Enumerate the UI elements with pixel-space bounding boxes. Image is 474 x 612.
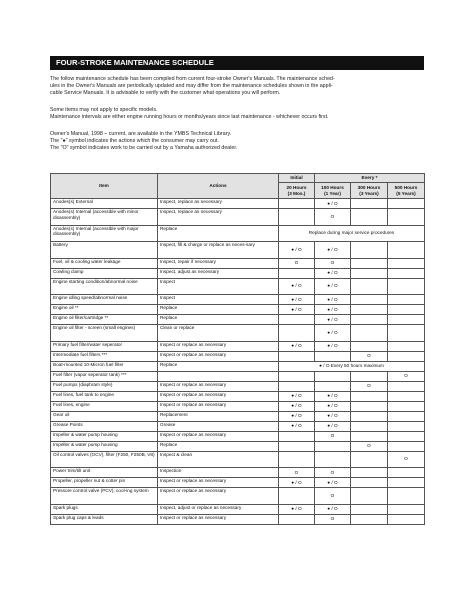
action-cell: Inspect or replace as necessary [158, 478, 279, 488]
header-100-hours: 100 Hours (1 Year) [315, 183, 351, 199]
interval-300-cell [351, 411, 388, 421]
item-cell: Engine oil ** [51, 305, 158, 315]
interval-initial-cell [279, 514, 315, 524]
item-cell: Power trim/tilt unit [51, 468, 158, 478]
notes-line: Some items may not apply to specific models. [50, 107, 158, 113]
schedule-body [51, 199, 425, 525]
item-cell: Engine starting condition/abnormal noise [51, 278, 158, 295]
interval-300-cell: O [351, 381, 388, 391]
interval-500-cell: O [388, 371, 425, 381]
interval-100-cell: O [315, 468, 351, 478]
interval-initial-cell: ● / O [279, 391, 315, 401]
item-cell: Impeller & water pump housing [51, 441, 158, 451]
interval-100-cell: O [315, 258, 351, 268]
table-row [51, 361, 425, 371]
action-cell: Inspect, replace as necessary [158, 209, 279, 226]
interval-500-cell [388, 315, 425, 325]
legend-line: Owner's Manual, 1998 – current, are available in the YMBS Technical Library. [50, 131, 232, 137]
interval-100-cell [315, 451, 351, 468]
interval-100-cell: ● / O [315, 295, 351, 305]
item-cell: Boat-mounted 10-Micron fuel filter [51, 361, 158, 371]
interval-100-cell: ● / O [315, 341, 351, 351]
table-row [51, 514, 425, 524]
interval-300-cell [351, 209, 388, 226]
interval-100-cell: ● / O [315, 305, 351, 315]
interval-300-cell [351, 421, 388, 431]
item-cell: Propeller, propeller nut & cotter pin [51, 478, 158, 488]
interval-500-cell [388, 478, 425, 488]
interval-initial-cell [279, 381, 315, 391]
interval-100-cell: O [315, 488, 351, 505]
action-cell: Inspect, fill & charge or replace as neces-sary [158, 242, 279, 259]
table-row [51, 242, 425, 259]
interval-initial-cell: ● / O [279, 295, 315, 305]
table-row [51, 371, 425, 381]
interval-initial-cell [279, 351, 315, 361]
interval-500-cell [388, 325, 425, 342]
interval-initial-cell [279, 325, 315, 342]
interval-100-cell: ● / O [315, 421, 351, 431]
table-row [51, 421, 425, 431]
item-cell: Gear oil [51, 411, 158, 421]
table-row [51, 381, 425, 391]
interval-300-cell [351, 315, 388, 325]
interval-300-cell [351, 325, 388, 342]
interval-300-cell [351, 278, 388, 295]
interval-initial-cell: ● / O [279, 421, 315, 431]
interval-initial-cell: O [279, 468, 315, 478]
header-every: Every * [315, 174, 425, 183]
interval-100-cell [315, 381, 351, 391]
interval-100-cell: ● / O [315, 315, 351, 325]
action-cell: Inspect, replace as necessary [158, 199, 279, 209]
interval-500-cell [388, 305, 425, 315]
action-cell: Inspect, repair if necessary [158, 258, 279, 268]
intro-line: The follow maintenance schedule has been compiled from current four-stroke Owner's Manuals. The maintenance sched- [50, 76, 335, 82]
table-row [51, 209, 425, 226]
interval-300-cell [351, 478, 388, 488]
interval-300-cell [351, 305, 388, 315]
table-row [51, 478, 425, 488]
item-cell: Spark plug caps & leads [51, 514, 158, 524]
table-row [51, 278, 425, 295]
table-row [51, 199, 425, 209]
interval-100-cell [315, 371, 351, 381]
interval-500-cell [388, 421, 425, 431]
table-row [51, 411, 425, 421]
interval-500-cell [388, 258, 425, 268]
item-cell: Cowling clamp [51, 268, 158, 278]
interval-500-cell [388, 401, 425, 411]
interval-500-cell [388, 381, 425, 391]
interval-300-cell [351, 295, 388, 305]
interval-100-cell: O [315, 514, 351, 524]
item-cell: Anodes(s) Internal (accessible with major disassembly) [51, 225, 158, 242]
header-20-hours: 20 Hours (3 Mos.) [279, 183, 315, 199]
interval-300-cell [351, 371, 388, 381]
interval-500-cell [388, 209, 425, 226]
item-cell: Fuel lines, engine [51, 401, 158, 411]
interval-100-cell [315, 441, 351, 451]
intro-paragraph [50, 76, 424, 97]
interval-100-cell: ● / O [315, 278, 351, 295]
action-cell: Inspect [158, 295, 279, 305]
action-cell: Inspect or replace as necessary [158, 488, 279, 505]
interval-500-cell [388, 411, 425, 421]
item-cell: Spark plugs [51, 504, 158, 514]
header-500-hours: 500 Hours (5 Years) [388, 183, 425, 199]
interval-100-cell: ● / O [315, 268, 351, 278]
item-cell: Pressure control valve (PCV), cool-ing system [51, 488, 158, 505]
interval-300-cell [351, 268, 388, 278]
action-cell: Replace [158, 225, 279, 242]
interval-span-cell: ● / O Every 50 hours maximum [279, 361, 425, 371]
action-cell: Clean or replace [158, 325, 279, 342]
interval-300-cell [351, 431, 388, 441]
interval-500-cell [388, 351, 425, 361]
table-row [51, 451, 425, 468]
header-300-hours: 300 Hours (3 Years) [351, 183, 388, 199]
interval-initial-cell [279, 371, 315, 381]
legend-line: The "O" symbol indicates work to be carried out by a Yamaha authorized dealer. [50, 145, 238, 151]
table-row [51, 258, 425, 268]
action-cell: Replace [158, 305, 279, 315]
interval-100-cell: ● / O [315, 199, 351, 209]
interval-300-cell [351, 488, 388, 505]
interval-span-cell: Replace during major service procedures [279, 225, 425, 242]
interval-300-cell [351, 468, 388, 478]
interval-initial-cell [279, 199, 315, 209]
table-row [51, 441, 425, 451]
item-cell: Engine oil filter/cartridge ** [51, 315, 158, 325]
interval-300-cell [351, 199, 388, 209]
table-row [51, 268, 425, 278]
table-row [51, 401, 425, 411]
interval-500-cell [388, 295, 425, 305]
action-cell: Inspect or replace as necessary [158, 401, 279, 411]
item-cell: Engine oil filter - screen (small engines) [51, 325, 158, 342]
interval-300-cell: O [351, 441, 388, 451]
interval-500-cell [388, 468, 425, 478]
section-title: FOUR-STROKE MAINTENANCE SCHEDULE [50, 56, 424, 70]
interval-300-cell [351, 504, 388, 514]
interval-300-cell [351, 258, 388, 268]
interval-300-cell: O [351, 351, 388, 361]
action-cell: Replacement [158, 411, 279, 421]
action-cell: Grease [158, 421, 279, 431]
interval-initial-cell: O [279, 258, 315, 268]
interval-500-cell [388, 199, 425, 209]
header-initial: Initial [279, 174, 315, 183]
interval-500-cell [388, 341, 425, 351]
interval-100-cell [315, 351, 351, 361]
interval-300-cell [351, 242, 388, 259]
interval-initial-cell: ● / O [279, 242, 315, 259]
table-row [51, 488, 425, 505]
action-cell: Replace [158, 315, 279, 325]
interval-initial-cell [279, 431, 315, 441]
item-cell: Impeller & water pump housing [51, 431, 158, 441]
item-cell: Anodes(s) Internal (accessible with minor disassembly) [51, 209, 158, 226]
interval-initial-cell [279, 315, 315, 325]
item-cell: Fuel, oil & cooling water leakage [51, 258, 158, 268]
action-cell: Inspect [158, 278, 279, 295]
interval-initial-cell: ● / O [279, 411, 315, 421]
interval-100-cell: ● / O [315, 478, 351, 488]
action-cell: Inspect, adjust or replace as necessary [158, 504, 279, 514]
interval-initial-cell: ● / O [279, 401, 315, 411]
interval-500-cell [388, 242, 425, 259]
item-cell: Anodes(s) External [51, 199, 158, 209]
action-cell: Inspect or replace as necessary [158, 381, 279, 391]
action-cell: Inspect or replace as necessary [158, 431, 279, 441]
action-cell: Inspect or replace as necessary [158, 514, 279, 524]
interval-500-cell [388, 431, 425, 441]
interval-500-cell [388, 514, 425, 524]
table-row [51, 468, 425, 478]
interval-100-cell: ● / O [315, 504, 351, 514]
interval-500-cell [388, 268, 425, 278]
interval-300-cell [351, 341, 388, 351]
interval-500-cell [388, 504, 425, 514]
interval-500-cell [388, 391, 425, 401]
action-cell: Replace [158, 441, 279, 451]
action-cell: Inspect or replace as necessary [158, 341, 279, 351]
table-row [51, 391, 425, 401]
interval-300-cell [351, 514, 388, 524]
item-cell: Primary fuel filter/water seperator [51, 341, 158, 351]
interval-500-cell: O [388, 451, 425, 468]
action-cell: Inspect or replace as necessary [158, 351, 279, 361]
item-cell: Fuel lines, fuel tank to engine [51, 391, 158, 401]
table-row [51, 315, 425, 325]
interval-initial-cell [279, 268, 315, 278]
interval-100-cell: ● / O [315, 242, 351, 259]
interval-initial-cell [279, 441, 315, 451]
interval-initial-cell: ● / O [279, 504, 315, 514]
header-item: Item [51, 174, 158, 199]
legend-paragraph [50, 131, 424, 152]
interval-500-cell [388, 441, 425, 451]
interval-initial-cell [279, 488, 315, 505]
action-cell: Inspect & clean [158, 451, 279, 468]
item-cell: Fuel pumps (diaphram style) [51, 381, 158, 391]
item-cell: Grease Points [51, 421, 158, 431]
interval-initial-cell: ● / O [279, 305, 315, 315]
header-actions: Actions [158, 174, 279, 199]
table-row [51, 325, 425, 342]
table-row [51, 295, 425, 305]
table-row [51, 504, 425, 514]
interval-100-cell: O [315, 431, 351, 441]
maintenance-schedule-table [50, 173, 425, 525]
action-cell: Replace [158, 361, 279, 371]
action-cell [158, 371, 279, 381]
intro-line: ules in the Owner's Manuals are periodically updated and may differ from the maintenance schedules shown in the appli- [50, 83, 333, 89]
interval-initial-cell: ● / O [279, 278, 315, 295]
item-cell: Battery [51, 242, 158, 259]
interval-100-cell: ● / O [315, 401, 351, 411]
interval-initial-cell [279, 209, 315, 226]
notes-paragraph [50, 107, 424, 121]
action-cell: Inspect, adjust as necessary [158, 268, 279, 278]
interval-500-cell [388, 488, 425, 505]
table-row [51, 225, 425, 242]
item-cell: Engine idling speed/abnormal noise [51, 295, 158, 305]
legend-line: The "●" symbol indicates the actions which the consumer may carry out. [50, 138, 219, 144]
item-cell: Intermediate fuel filters *** [51, 351, 158, 361]
table-row [51, 431, 425, 441]
interval-initial-cell: ● / O [279, 341, 315, 351]
notes-line: Maintenance intervals are either engine running hours or months/years since last maintenance - whichever occurs first. [50, 114, 329, 120]
intro-line: cable Service Manuals. It is advisable to verify with the customer what operations you will perform. [50, 90, 281, 96]
interval-100-cell: ● / O [315, 325, 351, 342]
interval-initial-cell [279, 451, 315, 468]
interval-500-cell [388, 278, 425, 295]
item-cell: Fuel filter (vapor seperator tank) *** [51, 371, 158, 381]
action-cell: Inspect or replace as necessary [158, 391, 279, 401]
table-row [51, 305, 425, 315]
interval-initial-cell: ● / O [279, 478, 315, 488]
action-cell: Inspection [158, 468, 279, 478]
interval-100-cell: ● / O [315, 411, 351, 421]
interval-300-cell [351, 401, 388, 411]
interval-300-cell [351, 451, 388, 468]
interval-300-cell [351, 391, 388, 401]
item-cell: Oil control valves (OCV), filter (F250, F250B, V8) [51, 451, 158, 468]
table-row [51, 351, 425, 361]
table-row [51, 341, 425, 351]
interval-100-cell: O [315, 209, 351, 226]
interval-100-cell: ● / O [315, 391, 351, 401]
